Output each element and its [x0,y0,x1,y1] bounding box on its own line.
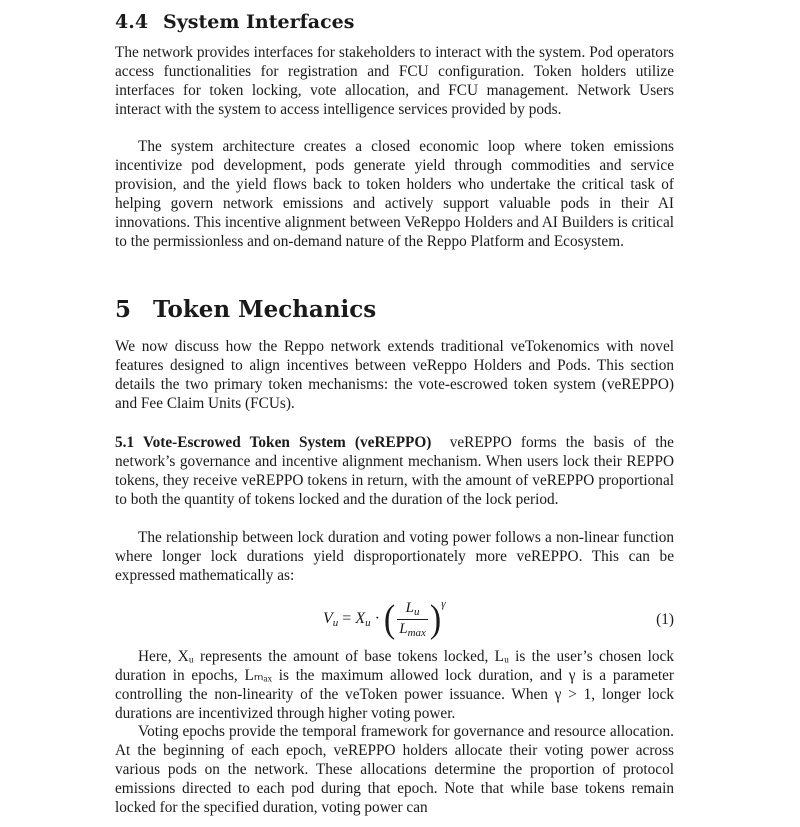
paragraph-interfaces: The network provides interfaces for stakeholders to interact with the system. Pod operators access functionalities for registration and FCU configuration. Token holders utilize interfaces for token locking, vote allocation, and FCU management. Network Users interact with the system to access intelligence services provided by pods. [115,44,674,118]
eq-dot: · [374,610,380,628]
paragraph-voting-epochs: Voting epochs provide the temporal framework for governance and resource allocation. At the beginning of each epoch, veREPPO holders allocate their voting power across various pods on the network. These allocations determine the proportion of protocol emissions directed to each pod during that epoch. Note that while base tokens remain locked for the specified duration, voting power can [115,723,674,816]
eq-denominator [397,620,428,639]
section-number: 5 [115,296,132,323]
equation-number: (1) [656,611,674,628]
eq-num-subscript: u [414,606,420,618]
paragraph-architecture: The system architecture creates a closed economic loop where token emissions incentivize pod development, pods generate yield through commodities and service provision, and the yield flows back to token holders who undertake the critical task of helping govern network emissions and actively support valuable pods in their AI innovations. This incentive alignment between VeReppo Holders and AI Builders is critical to the permissionless and on-demand nature of the Reppo Platform and Ecosystem. [115,138,674,250]
paragraph-veREPPO-text: veREPPO forms the basis of the network’s governance and incentive alignment mechanism. When users lock their REPPO tokens, they receive veREPPO tokens in return, with the amount of veREPPO proportional to both the quantity of tokens locked and the duration of the lock period. [115,434,674,508]
eq-lhs-symbol: V [323,610,333,628]
eq-lhs-subscript: u [332,617,339,630]
section-title: Token Mechanics [153,296,377,323]
eq-den-subscript: max [407,627,426,639]
section-number: 4.4 [115,11,149,33]
paragraph-variables: Here, Xᵤ represents the amount of base tokens locked, Lᵤ is the user’s chosen lock duration in epochs, Lₘₐₓ is the maximum allowed lock duration, and γ is a parameter controlling the non-linearity of the veToken power issuance. When γ > 1, longer lock durations are incentivized through higher voting power. [115,648,674,722]
section-heading-4-4 [115,11,354,33]
paragraph-nonlinear: The relationship between lock duration and voting power follows a non-linear function where longer lock durations yield disproportionately more veREPPO. This can be expressed mathematically as: [115,529,674,584]
equation-body [323,597,446,641]
eq-den-symbol: L [399,621,408,637]
subsection-run-in-title: 5.1 Vote-Escrowed Token System (veREPPO) [115,434,432,451]
eq-x-symbol: X [355,610,366,628]
eq-left-paren: ( [383,597,396,641]
section-title: System Interfaces [163,11,355,33]
eq-right-paren: ) [429,597,442,641]
paragraph-veREPPO-intro [115,434,674,510]
eq-num-symbol: L [405,600,414,616]
eq-fraction [397,600,428,639]
eq-equals: = [342,610,352,628]
equation-voting-power [115,595,674,645]
section-heading-5 [115,296,376,323]
eq-exponent: γ [441,598,446,611]
eq-x-subscript: u [365,617,371,630]
eq-numerator [397,600,428,620]
paragraph-token-mechanics-intro: We now discuss how the Reppo network extends traditional veTokenomics with novel features designed to align incentives between veReppo Holders and Pods. This section details the two primary token mechanisms: the vote-escrowed token system (veREPPO) and Fee Claim Units (FCUs). [115,338,674,412]
